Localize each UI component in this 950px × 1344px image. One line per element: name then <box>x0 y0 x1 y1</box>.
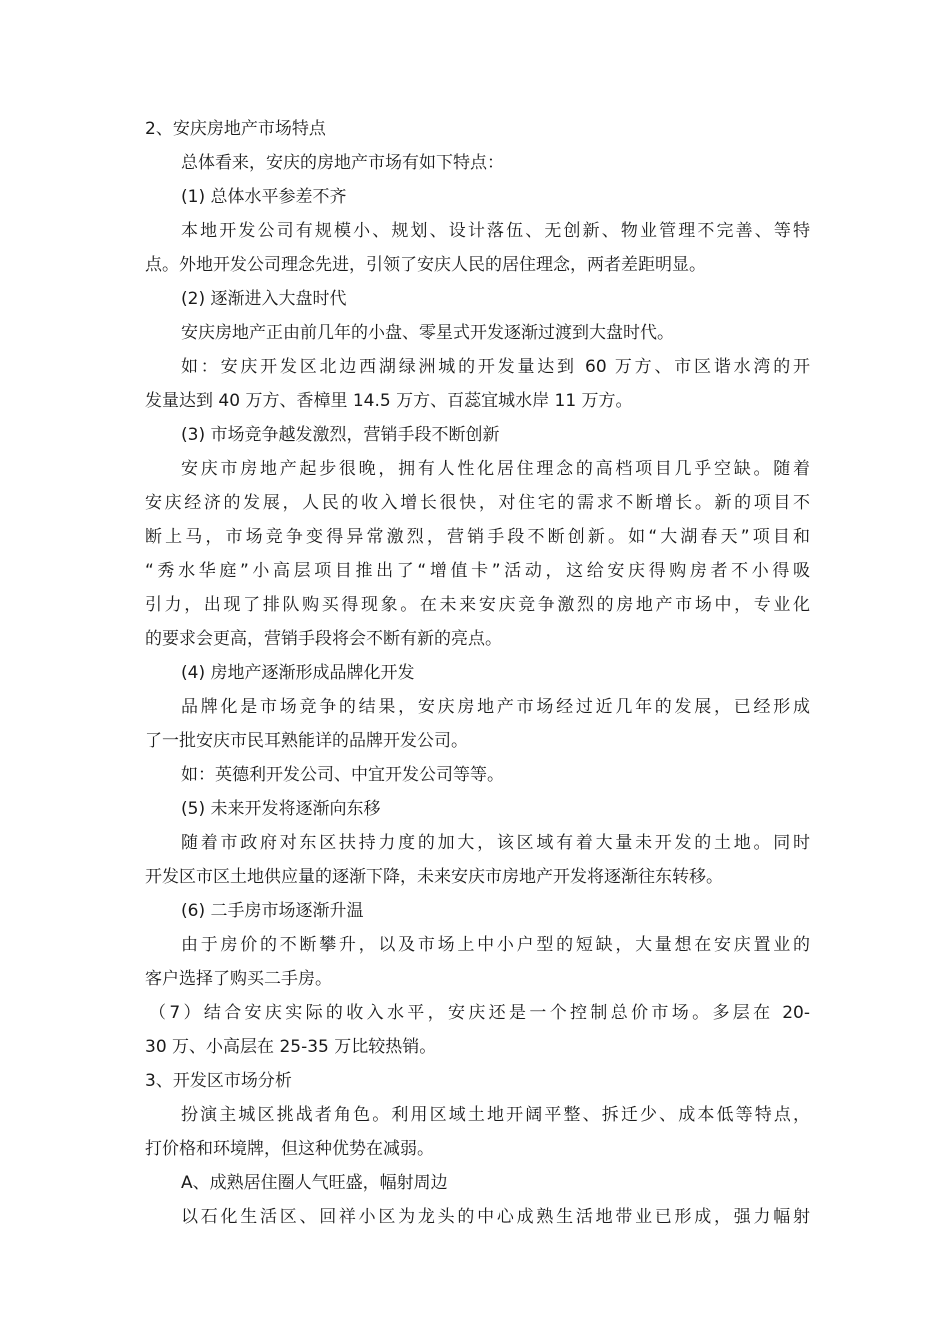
text-line: (2) 逐渐进入大盘时代 <box>181 289 347 309</box>
text-line: 的要求会更高，营销手段将会不断有新的亮点。 <box>145 629 502 649</box>
text-line: 点。外地开发公司理念先进，引领了安庆人民的居住理念，两者差距明显。 <box>145 255 706 275</box>
text-line: 以石化生活区、回祥小区为龙头的中心成熟生活地带业已形成，强力幅射 <box>181 1207 810 1227</box>
text-line: 如：英德利开发公司、中宜开发公司等等。 <box>181 765 504 785</box>
text-line: 由于房价的不断攀升，以及市场上中小户型的短缺，大量想在安庆置业的 <box>181 935 810 955</box>
text-line: 安庆市房地产起步很晚，拥有人性化居住理念的高档项目几乎空缺。随着 <box>181 459 810 479</box>
document-body <box>145 112 810 1234</box>
text-line: 安庆经济的发展，人民的收入增长很快，对住宅的需求不断增长。新的项目不 <box>145 493 810 513</box>
text-line: 引力，出现了排队购买得现象。在未来安庆竞争激烈的房地产市场中，专业化 <box>145 595 810 615</box>
text-line: 客户选择了购买二手房。 <box>145 969 332 989</box>
section-heading: 3、开发区市场分析 <box>145 1071 292 1091</box>
text-line: (5) 未来开发将逐渐向东移 <box>181 799 381 819</box>
text-line: 安庆房地产正由前几年的小盘、零星式开发逐渐过渡到大盘时代。 <box>181 323 674 343</box>
text-line: 总体看来，安庆的房地产市场有如下特点： <box>181 153 504 173</box>
text-line: 如：安庆开发区北边西湖绿洲城的开发量达到 60 万方、市区谐水湾的开 <box>181 357 810 377</box>
text-line: (4) 房地产逐渐形成品牌化开发 <box>181 663 415 683</box>
text-line: 品牌化是市场竞争的结果，安庆房地产市场经过近几年的发展，已经形成 <box>181 697 810 717</box>
text-line: (1) 总体水平参差不齐 <box>181 187 347 207</box>
text-line: A、成熟居住圈人气旺盛，幅射周边 <box>181 1173 448 1193</box>
text-line: 了一批安庆市民耳熟能详的品牌开发公司。 <box>145 731 468 751</box>
text-line: “秀水华庭”小高层项目推出了“增值卡”活动，这给安庆得购房者不小得吸 <box>145 561 810 581</box>
text-line: 随着市政府对东区扶持力度的加大，该区域有着大量未开发的土地。同时 <box>181 833 810 853</box>
text-line: (3) 市场竞争越发激烈，营销手段不断创新 <box>181 425 500 445</box>
text-line: 断上马，市场竞争变得异常激烈，营销手段不断创新。如“大湖春天”项目和 <box>145 527 810 547</box>
text-line: 扮演主城区挑战者角色。利用区域土地开阔平整、拆迁少、成本低等特点， <box>181 1105 810 1125</box>
text-line: (6) 二手房市场逐渐升温 <box>181 901 364 921</box>
text-line: 开发区市区土地供应量的逐渐下降，未来安庆市房地产开发将逐渐往东转移。 <box>145 867 723 887</box>
text-line: （7）结合安庆实际的收入水平，安庆还是一个控制总价市场。多层在 20- <box>149 1003 810 1023</box>
text-line: 本地开发公司有规模小、规划、设计落伍、无创新、物业管理不完善、等特 <box>181 221 810 241</box>
section-heading: 2、安庆房地产市场特点 <box>145 119 326 139</box>
text-line: 30 万、小高层在 25-35 万比较热销。 <box>145 1037 437 1057</box>
text-line: 打价格和环境牌，但这种优势在减弱。 <box>145 1139 434 1159</box>
text-line: 发量达到 40 万方、香樟里 14.5 万方、百蕊宜城水岸 11 万方。 <box>145 391 633 411</box>
